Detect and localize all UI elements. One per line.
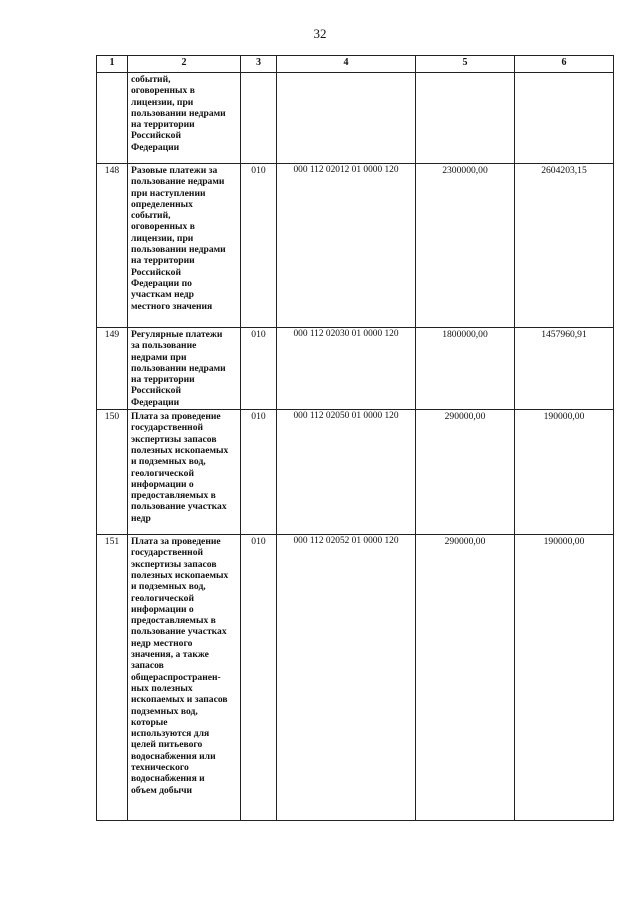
row-value-planned: 1800000,00 [416,328,515,410]
row-name-line: пользование участках [131,626,227,638]
row-name-line: участкам недр [131,289,194,301]
row-number [97,73,128,164]
row-line-code: 010 [241,410,277,535]
row-name-line: общераспространен- [131,671,221,683]
row-value-actual: 1457960,91 [515,328,614,410]
column-header-3: 3 [241,56,277,73]
row-name-line: экспертизы запасов [131,433,217,445]
row-name-line: Российской [131,385,181,397]
row-name-line: полезных ископаемых [131,569,229,581]
row-name-line: за пользование [131,340,197,352]
row-name [128,410,241,535]
row-name-line: пользовании недрами [131,107,226,119]
row-name-line: на территории [131,255,195,267]
row-budget-code: 000 112 02050 01 0000 120 [277,410,416,535]
table-row [97,73,614,164]
row-line-code: 010 [241,164,277,328]
row-value-planned: 290000,00 [416,535,515,821]
row-name-line: водоснабжения и [131,773,205,785]
row-value-planned [416,73,515,164]
table-body [97,73,614,821]
row-name-line: геологической [131,467,194,479]
column-header-5: 5 [416,56,515,73]
table-header-row [97,56,614,73]
table-row [97,535,614,821]
row-name-line: информации о [131,478,194,490]
row-name-line: и подземных вод, [131,456,206,468]
column-header-4: 4 [277,56,416,73]
row-name [128,535,241,821]
row-value-planned: 2300000,00 [416,164,515,328]
row-name-line: пользование участках [131,501,227,513]
row-name-line: Разовые платежи за [131,165,218,176]
row-number: 149 [97,328,128,410]
row-name-line: оговоренных в [131,85,195,97]
column-header-1: 1 [97,56,128,73]
row-value-actual: 190000,00 [515,410,614,535]
row-name-line: подземных вод, [131,705,198,717]
row-name-line: Плата за проведение [131,411,221,423]
row-name [128,164,241,328]
row-name-line: пользование недрами [131,176,225,188]
row-name-line: предоставляемых в [131,490,216,502]
row-name-line: геологической [131,592,194,604]
row-name-line: на территории [131,119,195,131]
row-value-actual [515,73,614,164]
row-name-line: лицензии, при [131,232,194,244]
row-name-line: объем добычи [131,784,193,796]
row-number: 151 [97,535,128,821]
row-name-line: государственной [131,547,204,559]
row-name-line: ных полезных [131,682,193,694]
row-name-line: недр [131,512,151,524]
row-name-line: Федерации [131,141,180,153]
row-name-line: полезных ископаемых [131,444,229,456]
row-name-line: экспертизы запасов [131,558,217,570]
row-name-line: Российской [131,130,181,142]
row-name-line: на территории [131,374,195,386]
row-name-line: Регулярные платежи [131,329,223,340]
row-name-line: Федерации [131,396,180,408]
revenue-table [96,55,614,821]
row-name-line: пользовании недрами [131,244,226,256]
table-row [97,410,614,535]
row-line-code [241,73,277,164]
column-header-2: 2 [128,56,241,73]
row-budget-code [277,73,416,164]
row-name-line: целей питьевого [131,739,203,751]
row-name-line: водоснабжения или [131,750,216,762]
row-name-line: запасов [131,660,164,672]
table-row [97,328,614,410]
row-name-line: информации о [131,603,194,615]
row-name-line: пользовании недрами [131,362,226,374]
row-name-line: предоставляемых в [131,615,216,627]
row-name-line: которые [131,716,168,728]
row-name-line: значения, а также [131,649,209,661]
row-name-line: лицензии, при [131,96,194,108]
row-number: 148 [97,164,128,328]
row-name-line: при наступлении [131,187,206,199]
row-budget-code: 000 112 02052 01 0000 120 [277,535,416,821]
row-value-planned: 290000,00 [416,410,515,535]
row-name-line: технического [131,762,189,774]
row-name [128,328,241,410]
row-name [128,73,241,164]
row-line-code: 010 [241,535,277,821]
row-name-line: местного значения [131,300,213,312]
row-name-line: ископаемых и запасов [131,694,228,706]
row-name-line: Российской [131,266,181,278]
row-name-line: событий, [131,210,171,222]
row-budget-code: 000 112 02030 01 0000 120 [277,328,416,410]
row-value-actual: 190000,00 [515,535,614,821]
page-number: 32 [313,26,327,41]
row-number: 150 [97,410,128,535]
row-name-line: определенных [131,198,193,210]
column-header-6: 6 [515,56,614,73]
row-budget-code: 000 112 02012 01 0000 120 [277,164,416,328]
row-name-line: и подземных вод, [131,581,206,593]
row-name-line: событий, [131,74,171,85]
row-name-line: недр местного [131,637,193,649]
row-name-line: недрами при [131,351,187,363]
row-name-line: используются для [131,728,210,740]
row-name-line: государственной [131,422,204,434]
row-name-line: Федерации по [131,277,192,289]
row-name-line: оговоренных в [131,221,195,233]
table-row [97,164,614,328]
row-line-code: 010 [241,328,277,410]
row-name-line: Плата за проведение [131,536,221,548]
row-value-actual: 2604203,15 [515,164,614,328]
